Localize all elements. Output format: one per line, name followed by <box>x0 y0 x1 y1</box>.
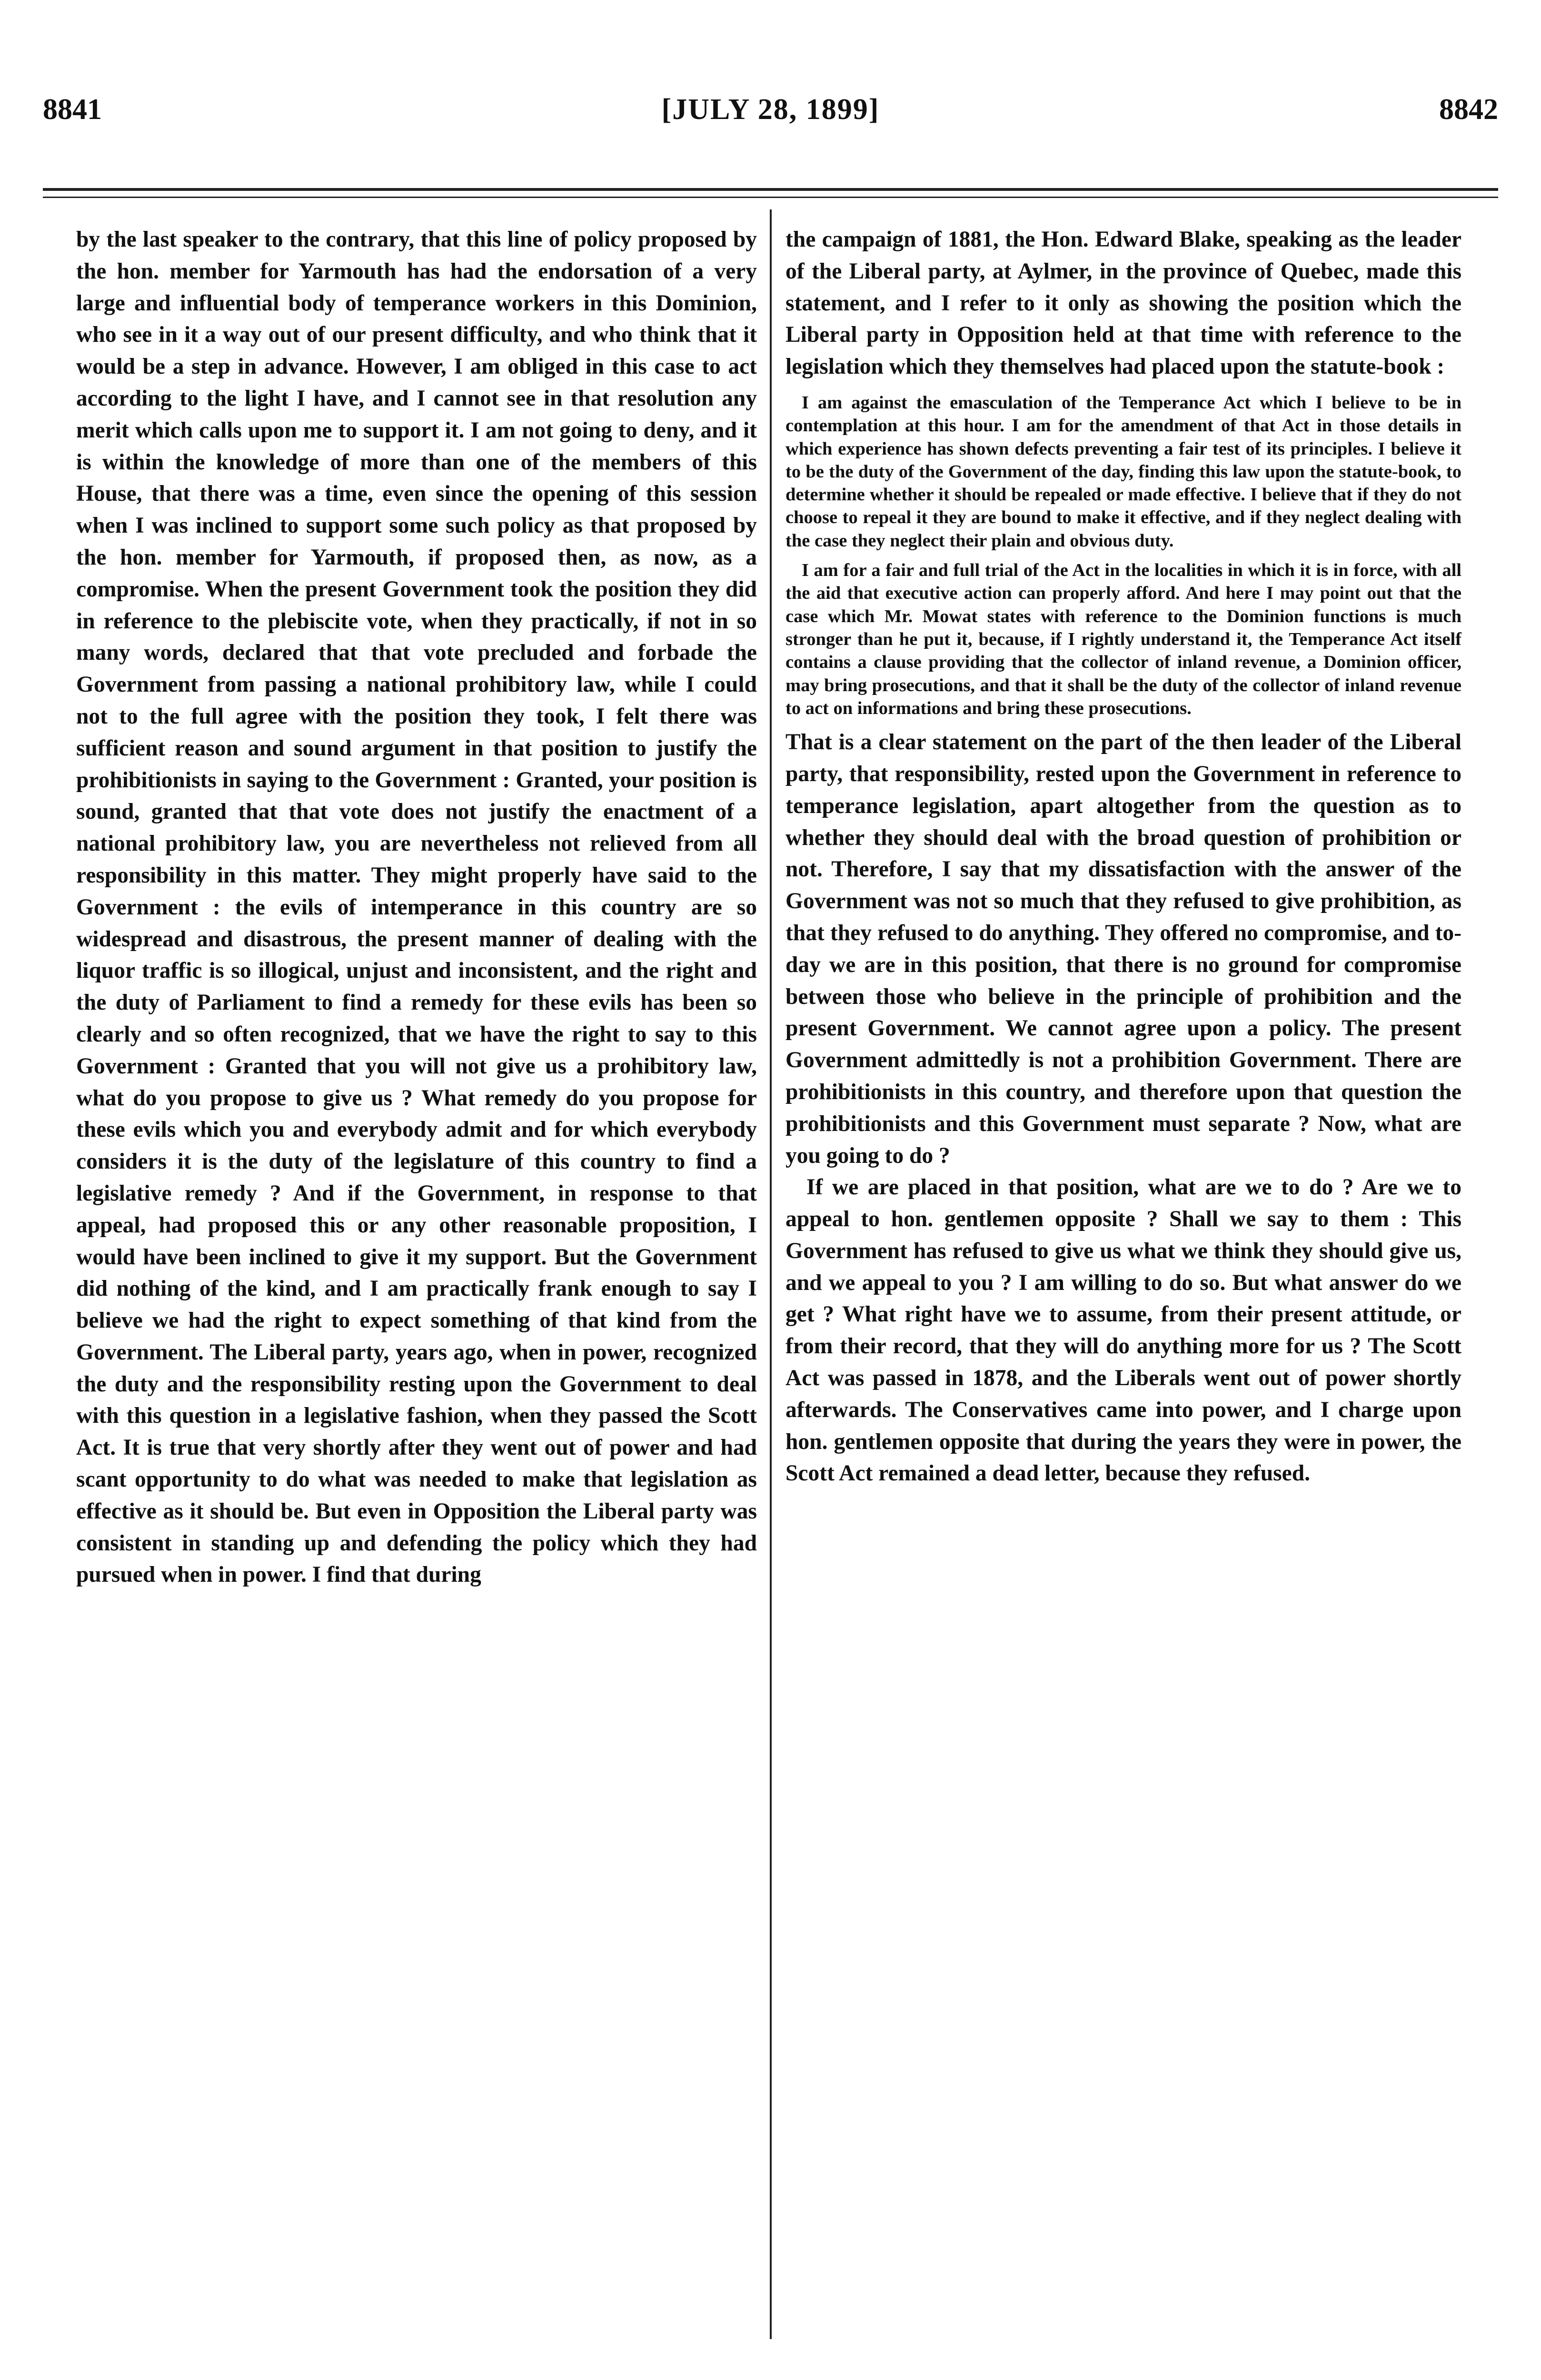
column-divider <box>770 209 772 2339</box>
right-column-intro: the campaign of 1881, the Hon. Edward Blake, speaking as the leader of the Liberal party, at Aylmer, in the province of Quebec, made this statement, and I refer to it only as showing the position which the Liberal party in Opposition held at that time with reference to the legislation which they themselves had placed upon the statute-book : <box>785 227 1461 379</box>
left-page-number: 8841 <box>43 93 102 126</box>
right-column-paragraph-1: That is a clear statement on the part of the then leader of the Liberal party, that responsibility, rested upon the Government in reference to temperance legislation, apart altogether from the question as to whether they should deal with the broad question of prohibition or not. Therefore, I say that my dissatisfaction with the answer of the Government was not so much that they refused to give prohibition, as that they refused to do anything. They offered no compromise, and to-day we are in this position, that there is no ground for compromise between those who believe in the principle of prohibition and the present Government. We cannot agree upon a policy. The present Government admittedly is not a prohibition Government. There are prohibitionists in this country, and therefore upon that question the prohibitionists and this Government must separate ? Now, what are you going to do ? <box>785 730 1461 1168</box>
blake-quote-first: I am against the emasculation of the Temperance Act which I believe to be in contemplation at this hour. I am for the amendment of that Act in those details in which experience has shown defects preventing a fair test of its principles. I believe it to be the duty of the Government of the day, finding this law upon the statute-book, to determine whether it should be repealed or made effective. I believe that if they do not choose to repeal it they are bound to make it effective, and if they neglect dealing with the case they neglect their plain and obvious duty. <box>785 392 1461 551</box>
header-date: [JULY 28, 1899] <box>661 93 880 126</box>
right-column-paragraph-2: If we are placed in that position, what are we to do ? Are we to appeal to hon. gentlemen opposite ? Shall we say to them : This Government has refused to give us what we think they should give us, and we appeal to you ? I am willing to do so. But what answer do we get ? What right have we to assume, from their present attitude, or from their record, that they will do anything more for us ? The Scott Act was passed in 1878, and the Liberals went out of power shortly afterwards. The Conservatives came into power, and I charge upon hon. gentlemen opposite that during the years they were in power, the Scott Act remained a dead letter, because they refused. <box>785 1175 1461 1486</box>
left-column <box>76 224 757 2339</box>
left-column-paragraph: by the last speaker to the contrary, that this line of policy proposed by the hon. member for Yarmouth has had the endorsation of a very large and influential body of temperance workers in this Dominion, who see in it a way out of our present difficulty, and who think that it would be a step in advance. However, I am obliged in this case to act according to the light I have, and I cannot see in that resolution any merit which calls upon me to support it. I am not going to deny, and it is within the knowledge of more than one of the members of this House, that there was a time, even since the opening of this session when I was inclined to support some such policy as that proposed by the hon. member for Yarmouth, if proposed then, as now, as a compromise. When the present Government took the position they did in reference to the plebiscite vote, when they practically, if not in so many words, declared that that vote precluded and forbade the Government from passing a national prohibitory law, while I could not to the full agree with the position they took, I felt there was sufficient reason and sound argument in that position to justify the prohibitionists in saying to the Government : Granted, your position is sound, granted that that vote does not justify the enactment of a national prohibitory law, you are nevertheless not relieved from all responsibility in this matter. They might properly have said to the Government : the evils of intemperance in this country are so widespread and disastrous, the present manner of dealing with the liquor traffic is so illogical, unjust and inconsistent, and the right and the duty of Parliament to find a remedy for these evils has been so clearly and so often recognized, that we have the right to say to this Government : Granted that you will not give us a prohibitory law, what do you propose to give us ? What remedy do you propose for these evils which you and everybody admit and for which everybody considers it is the duty of the legislature of this country to find a legislative remedy ? And if the Government, in response to that appeal, had proposed this or any other reasonable proposition, I would have been inclined to give it my support. But the Government did nothing of the kind, and I am practically frank enough to say I believe we had the right to expect something of that kind from the Government. The Liberal party, years ago, when in power, recognized the duty and the responsibility resting upon the Government to deal with this question in a legislative fashion, when they passed the Scott Act. It is true that very shortly after they went out of power and had scant opportunity to do what was needed to make that legislation as effective as it should be. But even in Opposition the Liberal party was consistent in standing up and defending the policy which they had pursued when in power. I find that during <box>76 227 757 1587</box>
page-header <box>43 93 1498 136</box>
right-page-number: 8842 <box>1439 93 1498 126</box>
header-rule-thin <box>43 197 1498 198</box>
blake-quote-second: I am for a fair and full trial of the Act in the localities in which it is in force, with all the aid that executive action can properly afford. And here I may point out that the case which Mr. Mowat states with reference to the Dominion functions is much stronger than he put it, because, if I rightly understand it, the Temperance Act itself contains a clause providing that the collector of inland revenue, a Dominion officer, may bring prosecutions, and that it shall be the duty of the collector of inland revenue to act on informations and bring these prosecutions. <box>785 560 1461 718</box>
right-column <box>785 224 1461 2339</box>
header-rule-thick <box>43 188 1498 191</box>
